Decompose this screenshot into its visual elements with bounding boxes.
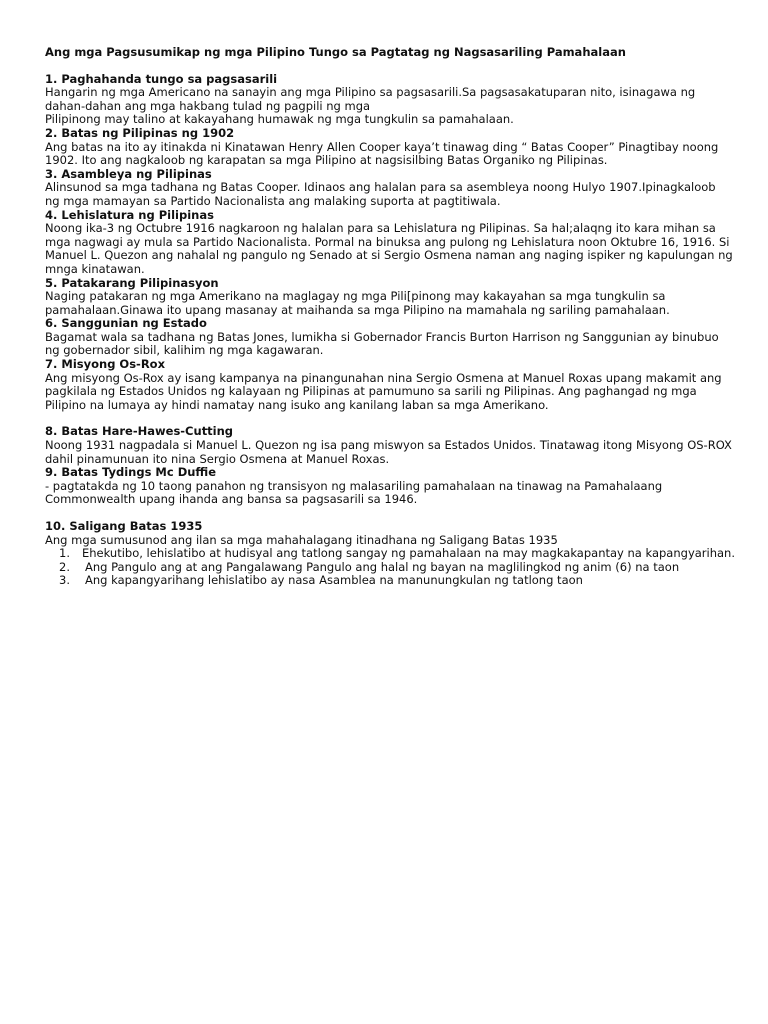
section-heading: 6. Sanggunian ng Estado bbox=[45, 316, 207, 331]
section-7 bbox=[45, 358, 735, 425]
section-body bbox=[45, 86, 735, 127]
list-text: Ang Pangulo ang at ang Pangalawang Pangulo ang halal ng bayan na maglilingkod ng anim (6) na taon bbox=[85, 559, 680, 574]
section-heading: 9. Batas Tydings Mc Duffie bbox=[45, 465, 217, 480]
body-line: Bagamat wala sa tadhana ng Batas Jones, lumikha si Gobernador Francis Burton Harrison ng Sanggunian ay binubuo bbox=[45, 329, 719, 344]
body-line: dahan-dahan ang mga hakbang tulad ng pagpili ng mga bbox=[45, 98, 371, 113]
section-1 bbox=[45, 73, 735, 127]
list-item bbox=[45, 574, 735, 588]
body-line: Noong 1931 nagpadala si Manuel L. Quezon ng isa pang miswyon sa Estados Unidos. Tinatawag itong Misyong OS-ROX bbox=[45, 438, 732, 453]
body-line: Ang mga sumusunod ang ilan sa mga mahahalagang itinadhana ng Saligang Batas 1935 bbox=[45, 532, 558, 547]
section-body bbox=[45, 141, 735, 168]
list-number: 1. bbox=[59, 546, 70, 561]
list-item bbox=[45, 561, 735, 575]
body-line: Noong ika-3 ng Octubre 1916 nagkaroon ng halalan para sa Lehislatura ng Pilipinas. Sa hal;alaqng ito kara mihan sa bbox=[45, 221, 716, 236]
section-2 bbox=[45, 127, 735, 168]
body-line: Manuel L. Quezon ang nahalal ng pangulo ng Senado at si Sergio Osmena naman ang naging ispiker ng kapulungan ng bbox=[45, 248, 733, 263]
section-10 bbox=[45, 520, 735, 547]
body-line: Commonwealth upang ihanda ang bansa sa pagsasarili sa 1946. bbox=[45, 492, 418, 507]
section-heading: 8. Batas Hare-Hawes-Cutting bbox=[45, 424, 234, 439]
section-5 bbox=[45, 277, 735, 318]
section-body bbox=[45, 372, 735, 413]
body-line: 1902. Ito ang nagkaloob ng karapatan sa mga Pilipino at nagsisilbing Batas Organiko ng Pilipinas. bbox=[45, 153, 608, 168]
body-line: Ang batas na ito ay itinakda ni Kinatawan Henry Allen Cooper kaya’t tinawag ding “ Batas Cooper” Pinagtibay noong bbox=[45, 139, 719, 154]
section-heading: 5. Patakarang Pilipinasyon bbox=[45, 275, 219, 290]
list-text: Ang kapangyarihang lehislatibo ay nasa Asamblea na manunungkulan ng tatlong taon bbox=[85, 573, 583, 588]
body-line: - pagtatakda ng 10 taong panahon ng transisyon ng malasariling pamahalaan na tinawag na Pamahalaang bbox=[45, 478, 663, 493]
section-heading: 3. Asambleya ng Pilipinas bbox=[45, 166, 212, 181]
sections-container bbox=[45, 73, 735, 548]
section-4 bbox=[45, 209, 735, 277]
section-heading: 1. Paghahanda tungo sa pagsasarili bbox=[45, 71, 278, 86]
body-line: Pilipino na lumaya ay hindi namatay nang isuko ang kanilang laban sa mga Amerikano. bbox=[45, 397, 549, 412]
section-body bbox=[45, 331, 735, 358]
section-heading: 7. Misyong Os-Rox bbox=[45, 357, 165, 372]
list-spacer bbox=[70, 561, 85, 575]
section-8 bbox=[45, 425, 735, 466]
document-title: Ang mga Pagsusumikap ng mga Pilipino Tungo sa Pagtatag ng Nagsasariling Pamahalaan bbox=[45, 45, 626, 59]
section-3 bbox=[45, 168, 735, 209]
section-body bbox=[45, 181, 735, 208]
list-text: Ehekutibo, lehislatibo at hudisyal ang tatlong sangay ng pamahalaan na may magkakapantay na kapangyarihan. bbox=[81, 546, 735, 561]
body-line: Pilipinong may talino at kakayahang humawak ng mga tungkulin sa pamahalaan. bbox=[45, 112, 514, 127]
list-spacer bbox=[70, 547, 82, 561]
body-line: mnga kinatawan. bbox=[45, 261, 145, 276]
section-body bbox=[45, 290, 735, 317]
body-line: mga nagwagi ay mula sa Partido Nacionalista. Pormal na binuksa ang pulong ng Lehislatura noon Oktubre 16, 1916. Si bbox=[45, 234, 730, 249]
section-body bbox=[45, 534, 735, 548]
section-body bbox=[45, 439, 735, 466]
list-spacer bbox=[70, 574, 85, 588]
body-line: Naging patakaran ng mga Amerikano na maglagay ng mga Pili[pinong may kakayahan sa mga tungkulin sa bbox=[45, 289, 666, 304]
list-number: 3. bbox=[59, 573, 70, 588]
provisions-list bbox=[45, 547, 735, 588]
body-line: Alinsunod sa mga tadhana ng Batas Cooper. Idinaos ang halalan para sa asembleya noong Hulyo 1907.Ipinagkaloob bbox=[45, 180, 716, 195]
body-line: ng mga mamayan sa Partido Nacionalista ang malaking suporta at pagtitiwala. bbox=[45, 193, 501, 208]
section-heading: 2. Batas ng Pilipinas ng 1902 bbox=[45, 125, 235, 140]
document-content bbox=[45, 46, 735, 588]
section-body bbox=[45, 480, 735, 507]
section-body bbox=[45, 222, 735, 276]
section-heading: 10. Saligang Batas 1935 bbox=[45, 519, 203, 533]
list-item bbox=[45, 547, 735, 561]
body-line: Ang misyong Os-Rox ay isang kampanya na pinangunahan nina Sergio Osmena at Manuel Roxas upang makamit ang bbox=[45, 370, 722, 385]
body-line: dahil pinamunuan ito nina Sergio Osmena at Manuel Roxas. bbox=[45, 451, 390, 466]
body-line: ng gobernador sibil, kalihim ng mga kagawaran. bbox=[45, 343, 324, 358]
section-heading: 4. Lehislatura ng Pilipinas bbox=[45, 207, 214, 222]
body-line: Hangarin ng mga Americano na sanayin ang mga Pilipino sa pagsasarili.Sa pagsasakatuparan nito, isinagawa ng bbox=[45, 85, 696, 100]
section-9 bbox=[45, 466, 735, 520]
body-line: pamahalaan.Ginawa ito upang masanay at maihanda sa mga Pilipino na mamahala ng sariling pamahalaan. bbox=[45, 302, 670, 317]
body-line: pagkilala ng Estados Unidos ng kalayaan ng Pilipinas at pamumuno sa sarili ng Pilipinas. Ang paghangad ng mga bbox=[45, 384, 697, 399]
list-number: 2. bbox=[59, 559, 70, 574]
section-6 bbox=[45, 317, 735, 358]
